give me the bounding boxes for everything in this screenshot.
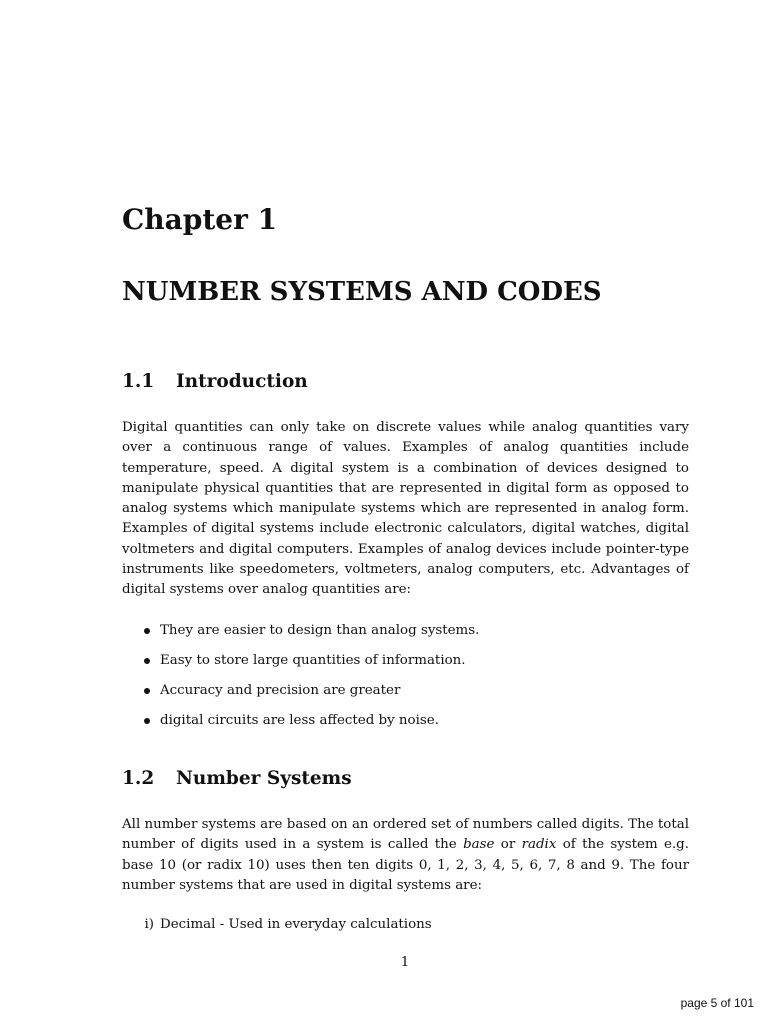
chapter-label: Chapter 1 <box>122 203 278 236</box>
section-heading-number-systems <box>122 765 352 793</box>
chapter-title: NUMBER SYSTEMS AND CODES <box>122 277 602 307</box>
list-item: They are easier to design than analog systems. <box>122 621 689 651</box>
section-number: 1.1 <box>122 371 155 392</box>
enum-text: Decimal - Used in everyday calculations <box>160 917 432 932</box>
advantages-list <box>122 621 689 741</box>
section-title: Introduction <box>176 371 308 392</box>
bullet-icon <box>144 688 150 694</box>
bullet-icon <box>144 628 150 634</box>
bullet-icon <box>144 658 150 664</box>
enumerated-item <box>122 915 432 935</box>
enum-marker: i) <box>144 917 154 932</box>
list-item: Accuracy and precision are greater <box>122 681 689 711</box>
section-number: 1.2 <box>122 768 155 789</box>
introduction-paragraph: Digital quantities can only take on discrete values while analog quantities vary over a continuous range of values. Examples of analog quantities include temperature, speed. A digital system is a combination of devices designed to manipulate physical quantities that are represented in digital form as opposed to analog systems which manipulate systems which are represented in analog form. Examples of digital systems include electronic calculators, digital watches, digital voltmeters and digital computers. Examples of analog devices include pointer-type instruments like speedometers, voltmeters, analog computers, etc. Advantages of digital systems over analog quantities are: <box>122 420 689 598</box>
section-heading-introduction <box>122 368 308 396</box>
list-item: digital circuits are less affected by noise. <box>122 711 689 741</box>
number-systems-paragraph: All number systems are based on an ordered set of numbers called digits. The total number of digits used in a system is called the base or radix of the system e.g. base 10 (or radix 10) uses then ten digits 0, 1, 2, 3, 4, 5, 6, 7, 8 and 9. The four number systems that are used in digital systems are: <box>122 817 690 893</box>
page-counter: page 5 of 101 <box>680 996 754 1010</box>
page-number: 1 <box>400 955 410 970</box>
bullet-icon <box>144 718 150 724</box>
list-item: Easy to store large quantities of information. <box>122 651 689 681</box>
section-title: Number Systems <box>176 768 352 789</box>
